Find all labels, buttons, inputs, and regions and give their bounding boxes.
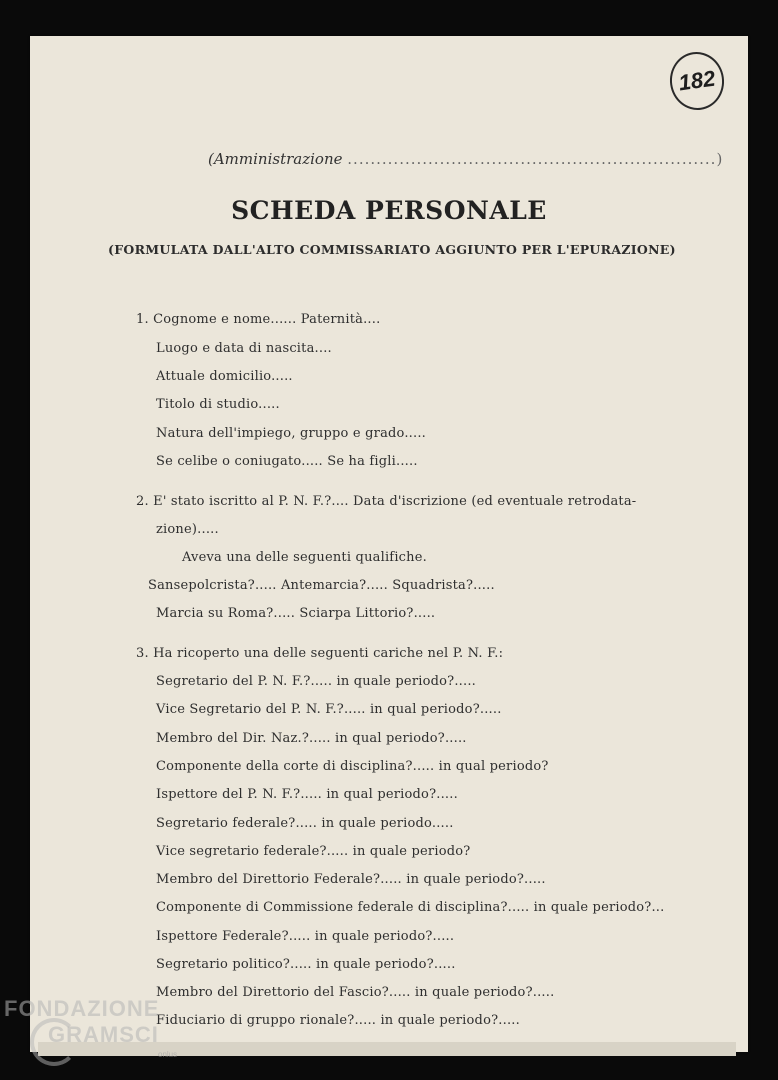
form-line: Se celibe o coniugato..... Se ha figli..... [156, 454, 418, 469]
form-line: Segretario politico?..... in quale periodo?..... [156, 957, 456, 972]
form-line: Marcia su Roma?..... Sciarpa Littorio?..... [156, 606, 436, 621]
form-line: Luogo e data di nascita.... [156, 341, 332, 356]
logo-line-1: FONDAZIONE [4, 996, 160, 1021]
administration-line [208, 150, 723, 168]
form-line: Segretario federale?..... in quale periodo..... [156, 816, 454, 831]
form-line: 3. Ha ricoperto una delle seguenti cariche nel P. N. F.: [136, 646, 504, 661]
form-line: Membro del Direttorio del Fascio?..... in quale periodo?..... [156, 985, 555, 1000]
administration-dots: ................................................................) [347, 150, 724, 168]
form-line: Membro del Dir. Naz.?..... in qual periodo?..... [156, 731, 467, 746]
form-line: Sansepolcrista?..... Antemarcia?..... Squadrista?..... [148, 578, 495, 593]
fondazione-gramsci-logo [4, 996, 159, 1048]
form-line: zione)..... [156, 522, 219, 537]
logo-ring-icon [30, 1018, 78, 1066]
form-line: Ispettore del P. N. F.?..... in qual periodo?..... [156, 787, 458, 802]
form-line: Vice segretario federale?..... in quale periodo? [156, 844, 471, 859]
form-line: 2. E' stato iscritto al P. N. F.?.... Data d'iscrizione (ed eventuale retrodata- [136, 494, 637, 509]
form-line: Fiduciario di gruppo rionale?..... in quale periodo?..... [156, 1013, 520, 1028]
administration-label: (Amministrazione [208, 150, 343, 168]
page-number-stamp: 182 [666, 49, 728, 114]
form-line: Componente di Commissione federale di disciplina?..... in quale periodo?... [156, 900, 665, 915]
form-line: Ispettore Federale?..... in quale periodo?..... [156, 929, 455, 944]
document-page [30, 36, 748, 1052]
form-line: 1. Cognome e nome...... Paternità.... [136, 312, 381, 327]
form-line: Componente della corte di disciplina?..... in qual periodo? [156, 759, 549, 774]
document-title: SCHEDA PERSONALE [231, 196, 547, 225]
form-line: Segretario del P. N. F.?..... in quale periodo?..... [156, 674, 477, 689]
form-line: Titolo di studio..... [156, 397, 280, 412]
form-line: Aveva una delle seguenti qualifiche. [182, 550, 427, 565]
form-line: Natura dell'impiego, gruppo e grado..... [156, 426, 426, 441]
document-subtitle: (FORMULATA DALL'ALTO COMMISSARIATO AGGIUNTO PER L'EPURAZIONE) [108, 242, 676, 257]
logo-line-2: GRAMSCI [48, 1022, 159, 1047]
form-line: Membro del Direttorio Federale?..... in quale periodo?..... [156, 872, 546, 887]
form-line: Vice Segretario del P. N. F.?..... in qual periodo?..... [156, 702, 502, 717]
logo-onlus-text: onlus [158, 1050, 178, 1059]
form-line: Attuale domicilio..... [156, 369, 293, 384]
